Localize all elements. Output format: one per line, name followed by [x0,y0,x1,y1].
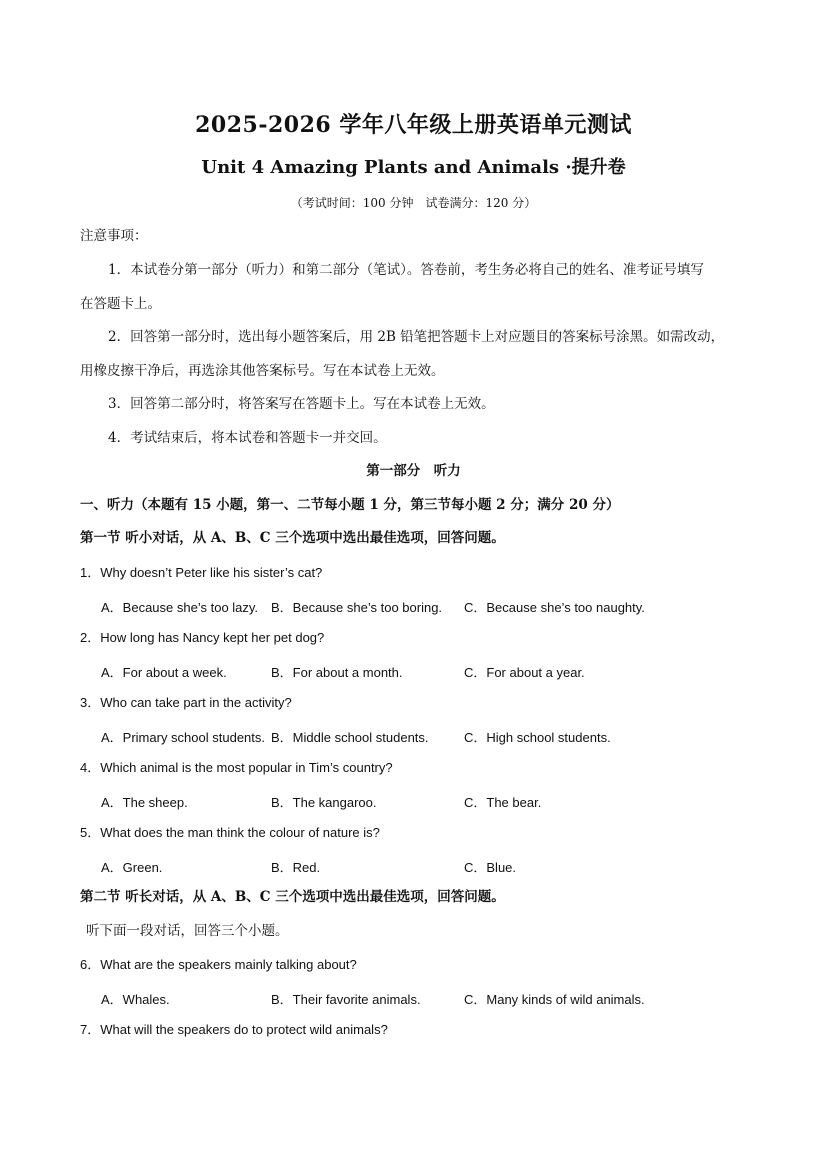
option-c: C．Blue. [464,860,517,875]
question-text: 6．What are the speakers mainly talking about? [80,957,357,972]
option-c: C．The bear. [464,795,542,810]
option-a: A．For about a week. [101,665,227,680]
option-a: A．Whales. [101,992,170,1007]
note-line: 1．本试卷分第一部分（听力）和第二部分（笔试）。答卷前，考生务必将自己的姓名、准考证号填写 [108,262,704,278]
option-c: C．High school students. [464,730,611,745]
option-b: B．Their favorite animals. [271,992,421,1007]
option-c: C．Many kinds of wild animals. [464,992,645,1007]
option-b: B．The kangaroo. [271,795,377,810]
option-a: A．Because she’s too lazy. [101,600,259,615]
note-line: 3．回答第二部分时，将答案写在答题卡上。写在本试卷上无效。 [108,396,495,412]
note-line: 在答题卡上。 [80,296,161,312]
option-b: B．Red. [271,860,321,875]
option-c: C．For about a year. [464,665,585,680]
page-title: 2025-2026 学年八年级上册英语单元测试 [195,112,632,138]
question-text: 7．What will the speakers do to protect wild animals? [80,1022,388,1037]
question-text: 1．Why doesn’t Peter like his sister’s cat? [80,565,323,580]
option-a: A．The sheep. [101,795,188,810]
question-text: 4．Which animal is the most popular in Tim’s country? [80,760,393,775]
option-a: A．Primary school students. [101,730,266,745]
question-text: 3．Who can take part in the activity? [80,695,292,710]
instruction-text: 听下面一段对话，回答三个小题。 [86,923,289,939]
option-c: C．Because she’s too naughty. [464,600,645,615]
option-b: B．For about a month. [271,665,403,680]
note-line: 用橡皮擦干净后，再选涂其他答案标号。写在本试卷上无效。 [80,363,445,379]
unit-subtitle: Unit 4 Amazing Plants and Animals ·提升卷 [201,157,626,178]
question-text: 2．How long has Nancy kept her pet dog? [80,630,325,645]
exam-meta: （考试时间：100 分钟 试卷满分：120 分） [290,196,537,210]
note-line: 2．回答第一部分时，选出每小题答案后，用 2B 铅笔把答题卡上对应题目的答案标号涂黑。如需改动， [108,329,725,345]
subsection-heading: 第一节 听小对话，从 A、B、C 三个选项中选出最佳选项，回答问题。 [80,530,505,546]
subsection-heading: 第二节 听长对话，从 A、B、C 三个选项中选出最佳选项，回答问题。 [80,889,505,905]
option-b: B．Middle school students. [271,730,429,745]
option-a: A．Green. [101,860,163,875]
section-heading: 一、听力（本题有 15 小题，第一、二节每小题 1 分，第三节每小题 2 分；满分 20 分） [80,497,620,513]
part-heading: 第一部分 听力 [366,463,461,479]
question-text: 5．What does the man think the colour of nature is? [80,825,380,840]
notes-heading: 注意事项： [80,228,148,244]
option-b: B．Because she’s too boring. [271,600,443,615]
note-line: 4．考试结束后，将本试卷和答题卡一并交回。 [108,430,387,446]
